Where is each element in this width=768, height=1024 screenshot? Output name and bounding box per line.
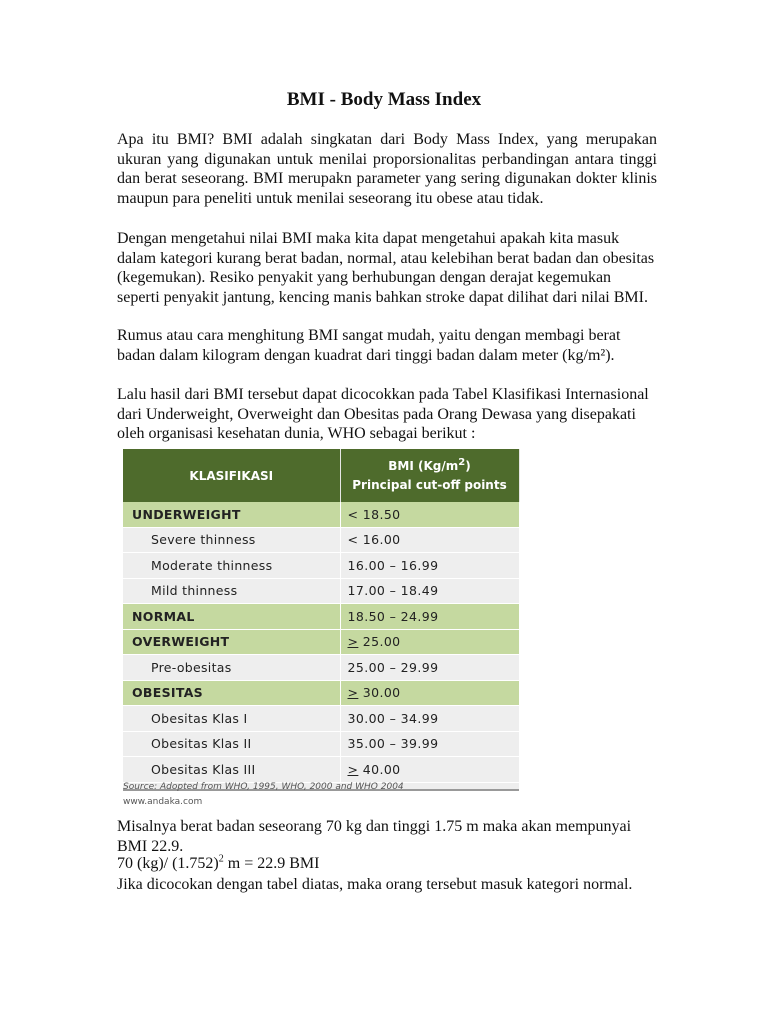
row-name: Pre-obesitas	[123, 655, 340, 681]
row-name: OBESITAS	[123, 680, 340, 706]
table-row	[123, 655, 519, 681]
row-value: < 18.50	[340, 502, 519, 527]
website-credit: www.andaka.com	[123, 797, 203, 807]
page-title: BMI - Body Mass Index	[286, 89, 482, 110]
row-value: 17.00 – 18.49	[340, 578, 519, 604]
paragraph-calculation: 70 (kg)/ $(1.752)^2$ m = 22.9 BMI	[117, 853, 320, 872]
paragraph-example: Misalnya berat badan seseorang 70 kg dan tinggi 1.75 m maka akan mempunyai BMI 22.9.	[117, 818, 632, 855]
row-name: Moderate thinness	[123, 553, 340, 579]
row-value: 16.00 – 16.99	[340, 553, 519, 579]
table-row	[123, 604, 519, 630]
row-value: > 40.00	[340, 757, 519, 783]
row-value: 35.00 – 39.99	[340, 731, 519, 757]
row-name: Severe thinness	[123, 527, 340, 553]
row-name: OVERWEIGHT	[123, 629, 340, 655]
header-bmi	[340, 449, 519, 502]
row-value: 30.00 – 34.99	[340, 706, 519, 732]
paragraph-table-intro: Lalu hasil dari BMI tersebut dapat dicocokkan pada Tabel Klasifikasi Internasional dari Underweight, Overweight dan Obesitas pada Orang Dewasa yang disepakati oleh organisasi kesehatan dunia, WHO sebagai berikut :	[117, 386, 649, 442]
row-value: 25.00 – 29.99	[340, 655, 519, 681]
row-name: NORMAL	[123, 604, 340, 630]
bmi-classification-table	[123, 449, 519, 791]
table-row	[123, 527, 519, 553]
row-value: > 30.00	[340, 680, 519, 706]
table-row	[123, 629, 519, 655]
table-source-note: Source: Adopted from WHO, 1995, WHO, 2000 and WHO 2004	[123, 782, 404, 792]
paragraph-conclusion: Jika dicocokan dengan tabel diatas, maka orang tersebut masuk kategori normal.	[117, 876, 633, 893]
table-row	[123, 731, 519, 757]
row-value: 18.50 – 24.99	[340, 604, 519, 630]
bmi-table	[123, 449, 520, 783]
paragraph-formula: Rumus atau cara menghitung BMI sangat mudah, yaitu dengan membagi berat badan dalam kilogram dengan kuadrat dari tinggi badan dalam meter (kg/m²).	[117, 327, 621, 364]
paragraph-categories: Dengan mengetahui nilai BMI maka kita dapat mengetahui apakah kita masuk dalam kategori kurang berat badan, normal, atau kelebihan berat badan dan obesitas (kegemukan). Resiko penyakit yang berhubungan dengan derajat kegemukan seperti penyakit jantung, kencing manis bahkan stroke dapat dilihat dari nilai BMI.	[117, 230, 655, 306]
table-row	[123, 578, 519, 604]
row-name: Mild thinness	[123, 578, 340, 604]
table-row	[123, 553, 519, 579]
header-bmi-unit: BMI $(Kg/m^2)$	[388, 456, 471, 473]
header-cutoff: Principal cut-off points	[352, 477, 507, 492]
row-value: > 25.00	[340, 629, 519, 655]
row-name: Obesitas Klas III	[123, 757, 340, 783]
table-header-row	[123, 449, 519, 502]
header-klasifikasi: KLASIFIKASI	[123, 449, 340, 502]
table-row	[123, 502, 519, 527]
row-name: Obesitas Klas II	[123, 731, 340, 757]
table-row	[123, 757, 519, 783]
row-name: UNDERWEIGHT	[123, 502, 340, 527]
table-row	[123, 706, 519, 732]
paragraph-definition: Apa itu BMI? BMI adalah singkatan dari Body Mass Index, yang merupakan ukuran yang digunakan untuk menilai proporsionalitas perbandingan antara tinggi dan berat seseorang. BMI merupakn parameter yang sering digunakan dokter klinis maupun para peneliti untuk menilai seseorang itu obese atau tidak.	[117, 131, 657, 207]
table-row	[123, 680, 519, 706]
row-value: < 16.00	[340, 527, 519, 553]
row-name: Obesitas Klas I	[123, 706, 340, 732]
